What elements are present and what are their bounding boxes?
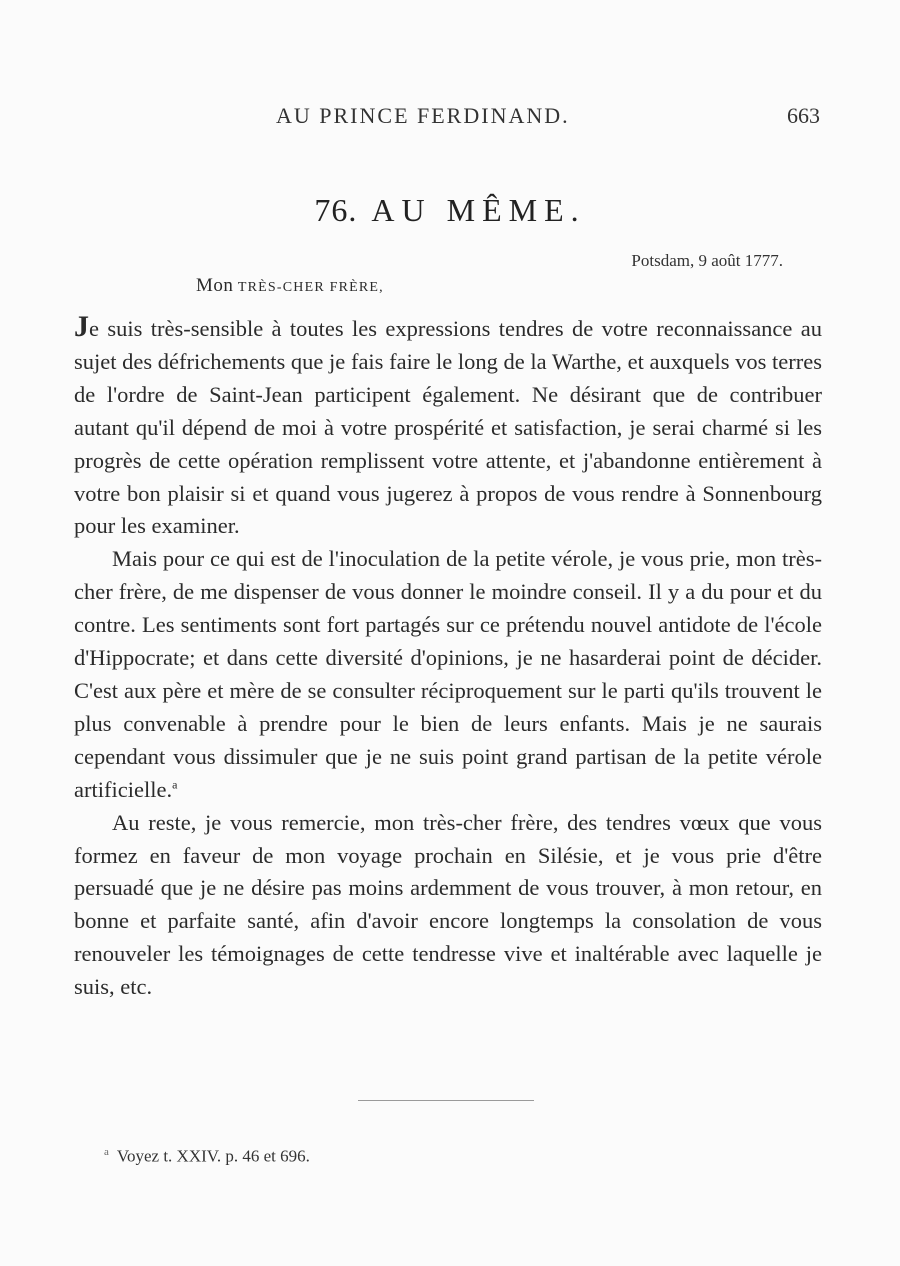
letter-heading [0, 192, 900, 229]
letter-salutation [196, 275, 384, 297]
letter-body [74, 312, 822, 1004]
footnote-reference[interactable]: a [172, 777, 178, 792]
letter-number: 76. [314, 192, 358, 228]
paragraph-2-text: Mais pour ce qui est de l'inoculation de la petite vérole, je vous prie, mon très-cher frère, de me dispenser de vous donner le moindre conseil. Il y a du pour et du contre. Les sentiments sont fort partagés sur ce prétendu nouvel antidote de l'école d'Hippocrate; et dans cette diversité d'opinions, je ne hasarderai point de décider. C'est aux père et mère de se consulter réciproquement sur le parti qu'ils trouvent le plus convenable à prendre pour le bien de leurs enfants. Mais je ne saurais cependant vous dissimuler que je ne suis point grand partisan de la petite vérole artificielle. [74, 546, 822, 802]
paragraph-2 [74, 543, 822, 806]
footnote-mark: a [104, 1146, 109, 1158]
paragraph-1-text: e suis très-sensible à toutes les expressions tendres de votre reconnaissance au sujet des défrichements que je fais faire le long de la Warthe, et auxquels vos terres de l'ordre de Saint-Jean participent également. Ne désirant que de contribuer autant qu'il dépend de moi à votre prospérité et satisfaction, je serai charmé si les progrès de cette opération remplissent votre attente, et j'abandonne entièrement à votre bon plaisir si et quand vous jugerez à propos de vous rendre à Sonnenbourg pour les examiner. [74, 316, 822, 539]
running-head-title: AU PRINCE FERDINAND. [276, 103, 570, 128]
letter-dateline: Potsdam, 9 août 1777. [631, 251, 783, 270]
page-number: 663 [787, 103, 820, 128]
paragraph-3-text: Au reste, je vous remercie, mon très-cher frère, des tendres vœux que vous formez en faveur de mon voyage prochain en Silésie, et je vous prie d'être persuadé que je ne désire pas moins ardemment de vous trouver, à mon retour, en bonne et parfaite santé, afin d'avoir encore longtemps la consolation de vous renouveler les témoignages de cette tendresse vive et inaltérable avec laquelle je suis, etc. [74, 809, 822, 1000]
footnote-divider [358, 1100, 534, 1101]
letter-title: AU MÊME. [371, 192, 586, 228]
salutation-initial: Mon [196, 275, 234, 296]
salutation-rest: TRÈS-CHER FRÈRE, [233, 280, 384, 295]
drop-cap: J [74, 310, 89, 343]
footnote [104, 1146, 310, 1167]
paragraph-1 [74, 312, 822, 543]
paragraph-3 [74, 807, 822, 1004]
footnote-text: Voyez t. XXIV. p. 46 et 696. [116, 1146, 310, 1166]
